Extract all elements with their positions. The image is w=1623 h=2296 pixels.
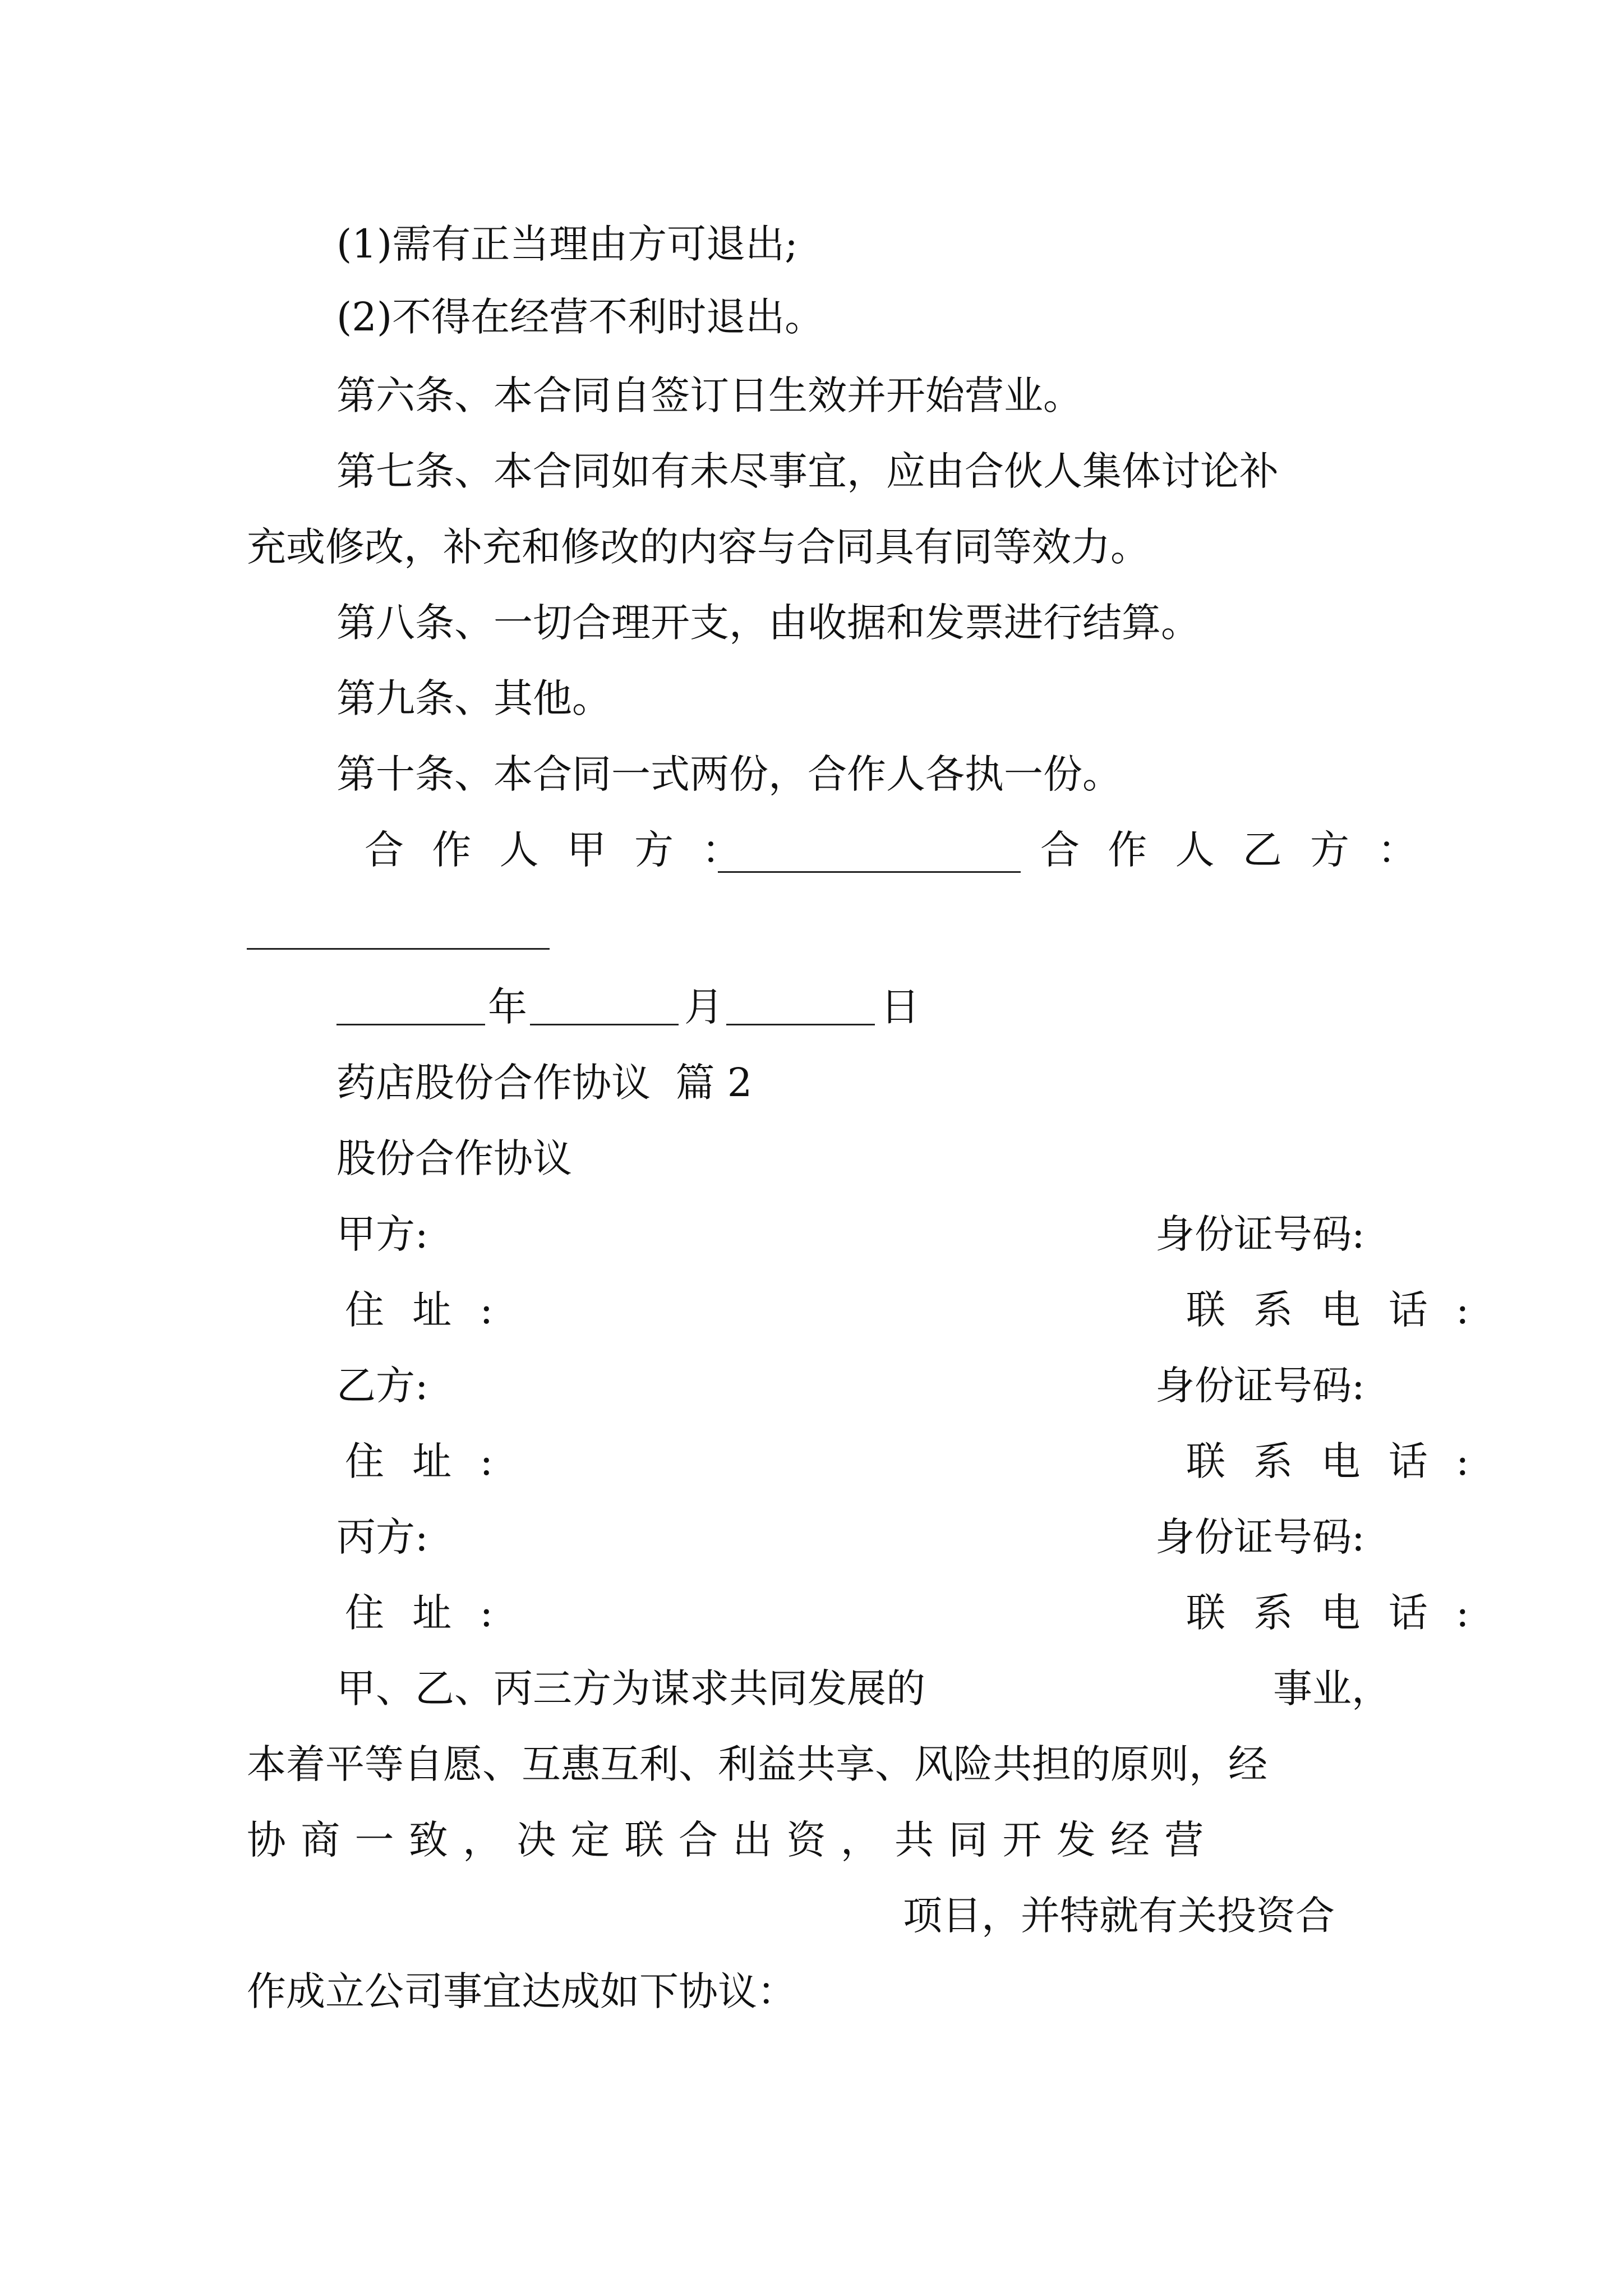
party-a-signature-label: 合 作 人 甲 方 ： bbox=[365, 827, 749, 873]
party-a-id-label: 身份证号码: bbox=[1155, 1211, 1365, 1257]
party-a-signature-blank bbox=[718, 871, 1021, 873]
day-label: 日 bbox=[880, 984, 920, 1030]
party-c-address-label: 住 址 : bbox=[345, 1590, 501, 1636]
section-title: 药店股份合作协议 篇 2 bbox=[336, 1060, 753, 1106]
intro-line2: 本着平等自愿、互惠互利、利益共享、风险共担的原则，经 bbox=[247, 1741, 1267, 1787]
party-a-name-label: 甲方: bbox=[336, 1211, 428, 1257]
party-a-address-label: 住 址 : bbox=[345, 1287, 501, 1333]
year-blank bbox=[336, 1024, 485, 1025]
party-b-name-label: 乙方: bbox=[336, 1363, 428, 1409]
intro-line1-b: 事业， bbox=[1273, 1665, 1391, 1711]
party-a-phone-label: 联 系 电 话 : bbox=[1186, 1287, 1477, 1333]
year-label: 年 bbox=[488, 984, 527, 1030]
party-c-phone-label: 联 系 电 话 : bbox=[1186, 1590, 1477, 1636]
intro-line4: 项目，并特就有关投资合 bbox=[903, 1893, 1335, 1939]
clause7-line1: 第七条、本合同如有未尽事宜，应由合伙人集体讨论补 bbox=[336, 448, 1279, 494]
clause10: 第十条、本合同一式两份，合作人各执一份。 bbox=[336, 751, 1122, 797]
intro-line5: 作成立公司事宜达成如下协议： bbox=[247, 1968, 796, 2014]
party-b-phone-label: 联 系 电 话 : bbox=[1186, 1438, 1477, 1484]
party-c-name-label: 丙方: bbox=[336, 1514, 428, 1560]
agreement-title: 股份合作协议 bbox=[336, 1135, 572, 1181]
party-b-address-label: 住 址 : bbox=[345, 1438, 501, 1484]
clause7-line2: 充或修改，补充和修改的内容与合同具有同等效力。 bbox=[247, 524, 1150, 570]
clause6: 第六条、本合同自签订日生效并开始营业。 bbox=[336, 372, 1082, 418]
party-b-signature-blank bbox=[247, 948, 550, 950]
intro-line1-a: 甲、乙、丙三方为谋求共同发展的 bbox=[336, 1665, 925, 1711]
party-b-signature-label: 合 作 人 乙 方 ： bbox=[1040, 827, 1425, 873]
intro-line3: 协 商 一 致 ， 决 定 联 合 出 资 ， 共 同 开 发 经 营 bbox=[247, 1817, 1205, 1863]
clause5-item1: (1)需有正当理由方可退出; bbox=[336, 221, 798, 267]
month-blank bbox=[530, 1024, 679, 1025]
clause9: 第九条、其他。 bbox=[336, 675, 611, 721]
party-c-id-label: 身份证号码: bbox=[1155, 1514, 1365, 1560]
clause5-item2: (2)不得在经营不利时退出。 bbox=[336, 294, 824, 340]
party-b-id-label: 身份证号码: bbox=[1155, 1363, 1365, 1409]
day-blank bbox=[726, 1024, 875, 1025]
month-label: 月 bbox=[684, 984, 723, 1030]
clause8: 第八条、一切合理开支，由收据和发票进行结算。 bbox=[336, 600, 1200, 646]
